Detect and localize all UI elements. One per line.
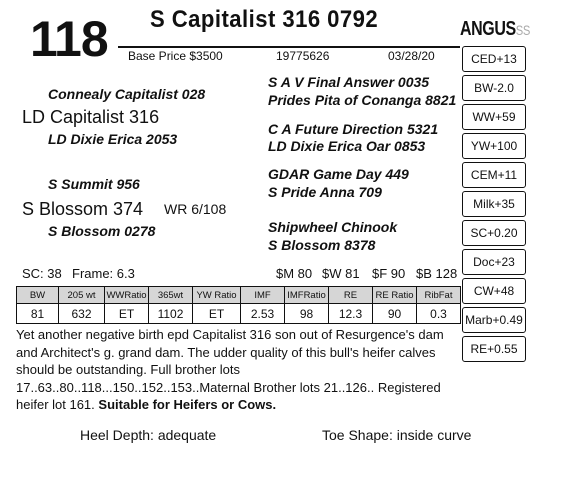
angus-logo: ANGUSSS — [460, 18, 530, 40]
header-cell: YW Ratio — [193, 287, 241, 304]
header-cell: IMFRatio — [285, 287, 329, 304]
registration-number: 19775626 — [276, 49, 330, 63]
dollar-w-index: $W 81 — [322, 266, 360, 281]
header-cell: WWRatio — [105, 287, 149, 304]
value-cell: 81 — [17, 304, 59, 324]
great-granddam-4: S Blossom 8378 — [268, 237, 376, 253]
header-cell: 205 wt — [59, 287, 105, 304]
animal-name: S Capitalist 316 0792 — [150, 6, 379, 33]
epd-cem: CEM+11 — [462, 162, 526, 188]
header-cell: RE Ratio — [373, 287, 417, 304]
comments-text: Yet another negative birth epd Capitalist 316 son out of Resurgence's dam and Architect's g. grand dam. The udder quality of this bull's heifer calves should be outstanding. Full brother lots 17..63..80..118...150..152..153..Maternal Brother lots 21..126.. Registered heifer lot 161. — [16, 327, 444, 412]
header-cell: RibFat — [417, 287, 461, 304]
sire: LD Capitalist 316 — [22, 107, 160, 127]
dam-dam: S Blossom 0278 — [48, 223, 156, 239]
base-price: Base Price $3500 — [128, 49, 223, 63]
dollar-b-index: $B 128 — [416, 266, 458, 281]
value-cell: 2.53 — [241, 304, 285, 324]
birth-date: 03/28/20 — [388, 49, 435, 63]
dam-sire: S Summit 956 — [48, 176, 140, 192]
epd-re: RE+0.55 — [462, 336, 526, 362]
header-cell: 365wt — [149, 287, 193, 304]
epd-sc: SC+0.20 — [462, 220, 526, 246]
value-cell: 12.3 — [329, 304, 373, 324]
great-grandsire-4: Shipwheel Chinook — [268, 219, 398, 235]
value-cell: ET — [193, 304, 241, 324]
lot-number: 118 — [30, 11, 108, 67]
dollar-m-index: $M 80 — [276, 266, 313, 281]
great-grandsire-2: C A Future Direction 5321 — [268, 121, 439, 137]
frame-score: Frame: 6.3 — [72, 266, 135, 281]
epd-marb: Marb+0.49 — [462, 307, 526, 333]
value-cell: ET — [105, 304, 149, 324]
value-cell: 0.3 — [417, 304, 461, 324]
value-cell: 90 — [373, 304, 417, 324]
title-divider — [118, 46, 460, 48]
heel-depth: Heel Depth: adequate — [80, 427, 217, 443]
epd-bw: BW-2.0 — [462, 75, 526, 101]
comments-paragraph — [16, 326, 456, 414]
great-granddam-3: S Pride Anna 709 — [268, 184, 382, 200]
scrotal-circumference: SC: 38 — [22, 266, 62, 281]
great-granddam-1: Prides Pita of Conanga 8821 — [268, 92, 457, 108]
header-cell: IMF — [241, 287, 285, 304]
comments-emphasis: Suitable for Heifers or Cows. — [98, 397, 277, 412]
epd-ww: WW+59 — [462, 104, 526, 130]
sire-sire: Connealy Capitalist 028 — [48, 86, 206, 102]
epd-cw: CW+48 — [462, 278, 526, 304]
great-granddam-2: LD Dixie Erica Oar 0853 — [268, 138, 426, 154]
value-cell: 1102 — [149, 304, 193, 324]
weaning-ratio: WR 6/108 — [164, 201, 227, 217]
dollar-f-index: $F 90 — [372, 266, 406, 281]
table-header-row — [17, 287, 461, 304]
table-row — [17, 304, 461, 324]
great-grandsire-1: S A V Final Answer 0035 — [268, 74, 430, 90]
performance-table — [16, 286, 461, 324]
epd-milk: Milk+35 — [462, 191, 526, 217]
epd-yw: YW+100 — [462, 133, 526, 159]
dam: S Blossom 374 — [22, 199, 144, 219]
value-cell: 98 — [285, 304, 329, 324]
header-cell: BW — [17, 287, 59, 304]
great-grandsire-3: GDAR Game Day 449 — [268, 166, 409, 182]
toe-shape: Toe Shape: inside curve — [322, 427, 472, 443]
sire-dam: LD Dixie Erica 2053 — [48, 131, 178, 147]
epd-doc: Doc+23 — [462, 249, 526, 275]
header-cell: RE — [329, 287, 373, 304]
epd-ced: CED+13 — [462, 46, 526, 72]
value-cell: 632 — [59, 304, 105, 324]
